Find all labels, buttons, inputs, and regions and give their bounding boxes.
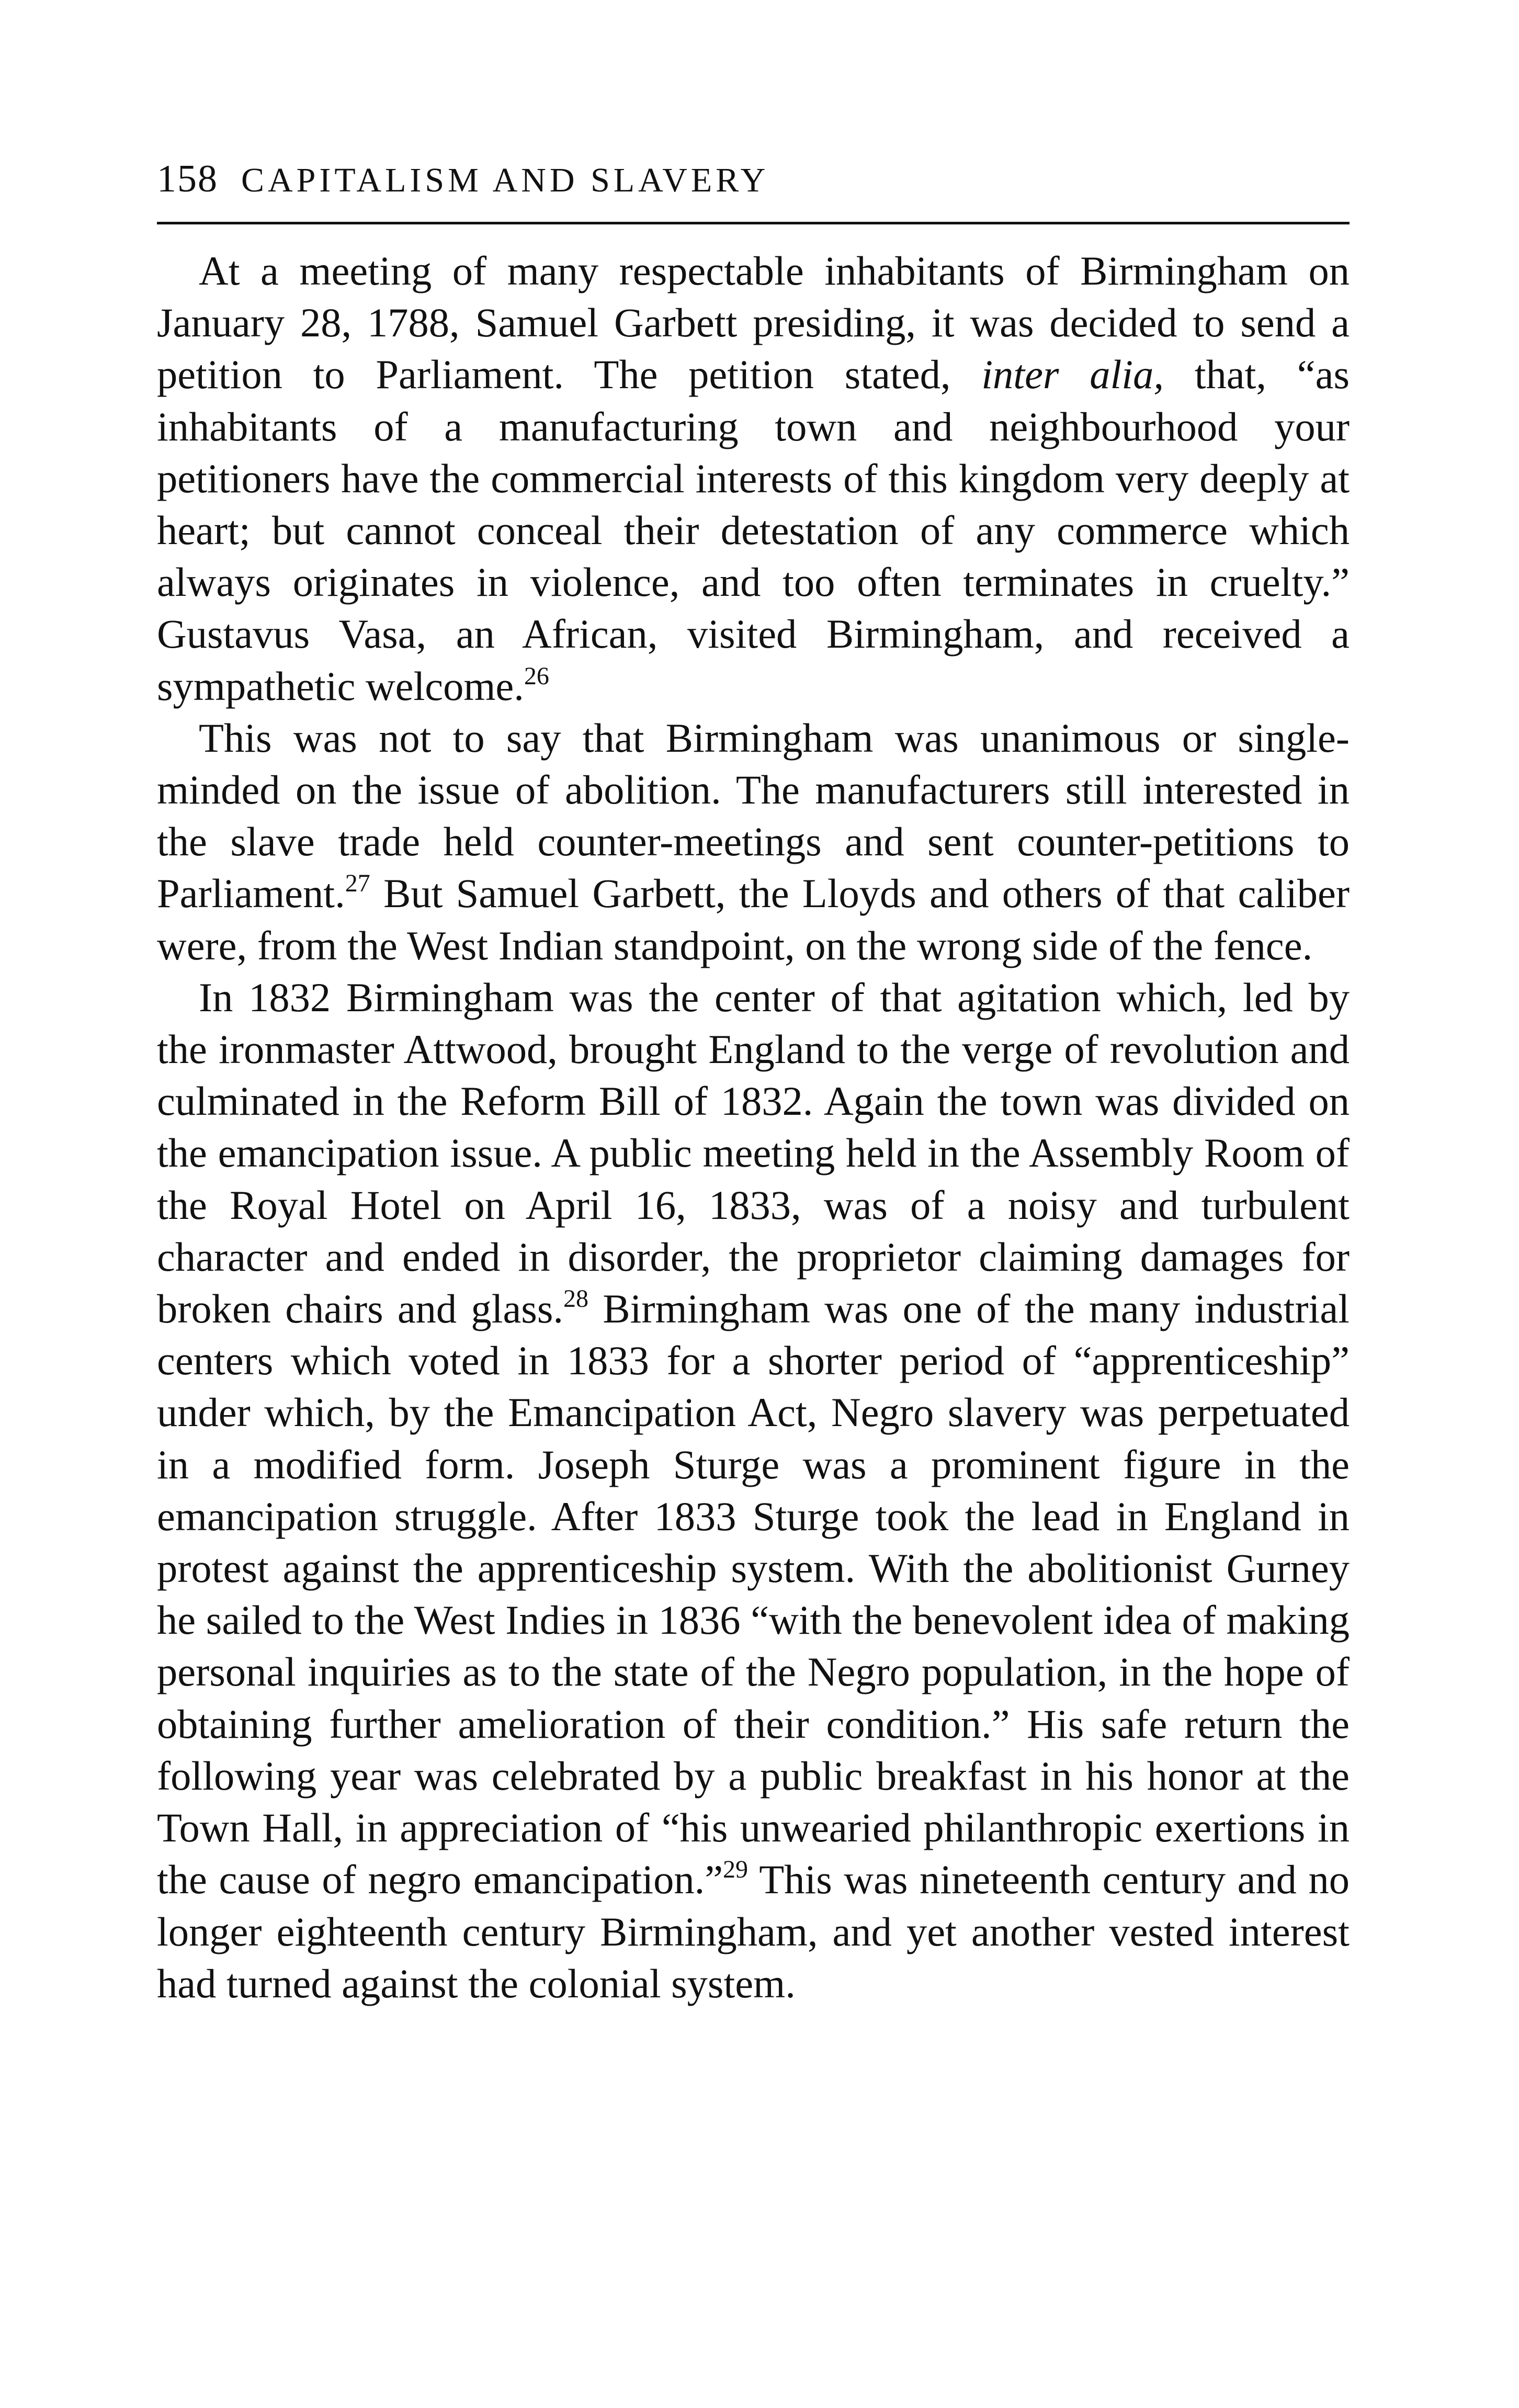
paragraph-1-text-a: At a meeting of many respectable inhabitants of Birmingham on January 28, 1788, Samuel Garbett presiding, it was decided to send a petition to Parliament. The petition stated, — [157, 248, 1350, 398]
paragraph-3-text-c: This was nineteenth century and no longer eighteenth century Birmingham, and yet another vested interest had turned against the colonial system. — [157, 1857, 1350, 2006]
running-title: CAPITALISM AND SLAVERY — [241, 161, 769, 199]
paragraph-1-text-b: that, “as inhabitants of a manufacturing town and neighbourhood your petitioners have the commercial interests of this kingdom very deeply at heart; but cannot conceal their detestation of any commerce which always originates in violence, and too often terminates in cruelty.” Gustavus Vasa, an African, visited Birmingham, and received a sympathetic welcome. — [157, 352, 1350, 709]
running-head — [157, 157, 1350, 214]
page-number: 158 — [157, 157, 218, 200]
footnote-ref-27: 27 — [345, 869, 370, 898]
body-text — [157, 245, 1350, 2009]
paragraph-3-text-b: Birmingham was one of the many industrial centers which voted in 1833 for a shorter period of “apprenticeship” under which, by the Emancipation Act, Negro slavery was perpetuated in a modified form. Joseph Sturge was a prominent figure in the emancipation struggle. After 1833 Sturge took the lead in England in protest against the apprenticeship system. With the abolitionist Gurney he sailed to the West Indies in 1836 “with the benevolent idea of making personal inquiries as to the state of the Negro population, in the hope of obtaining further amelioration of their condition.” His safe return the following year was celebrated by a public breakfast in his honor at the Town Hall, in appreciation of “his unwearied philanthropic exertions in the cause of negro emancipation.” — [157, 1286, 1350, 1903]
book-page — [157, 157, 1350, 2006]
paragraph-2 — [157, 712, 1350, 971]
paragraph-3 — [157, 971, 1350, 2009]
paragraph-1-italic: inter alia, — [981, 352, 1164, 398]
footnote-ref-26: 26 — [524, 662, 549, 690]
paragraph-3-text-a: In 1832 Birmingham was the center of that agitation which, led by the ironmaster Attwood, brought England to the verge of revolution and culminated in the Reform Bill of 1832. Again the town was divided on the emancipation issue. A public meeting held in the Assembly Room of the Royal Hotel on April 16, 1833, was of a noisy and turbulent character and ended in disorder, the proprietor claiming damages for broken chairs and glass. — [157, 974, 1350, 1332]
header-rule — [157, 222, 1350, 224]
footnote-ref-29: 29 — [723, 1856, 749, 1884]
footnote-ref-28: 28 — [563, 1285, 589, 1313]
paragraph-1 — [157, 245, 1350, 712]
paragraph-2-text-a: This was not to say that Birmingham was unanimous or single-minded on the issue of abolition. The manufacturers still interested in the slave trade held counter-meetings and sent counter-petitions to Parliament. — [157, 715, 1350, 917]
paragraph-2-text-b: But Samuel Garbett, the Lloyds and others of that caliber were, from the West Indian standpoint, on the wrong side of the fence. — [157, 871, 1350, 968]
